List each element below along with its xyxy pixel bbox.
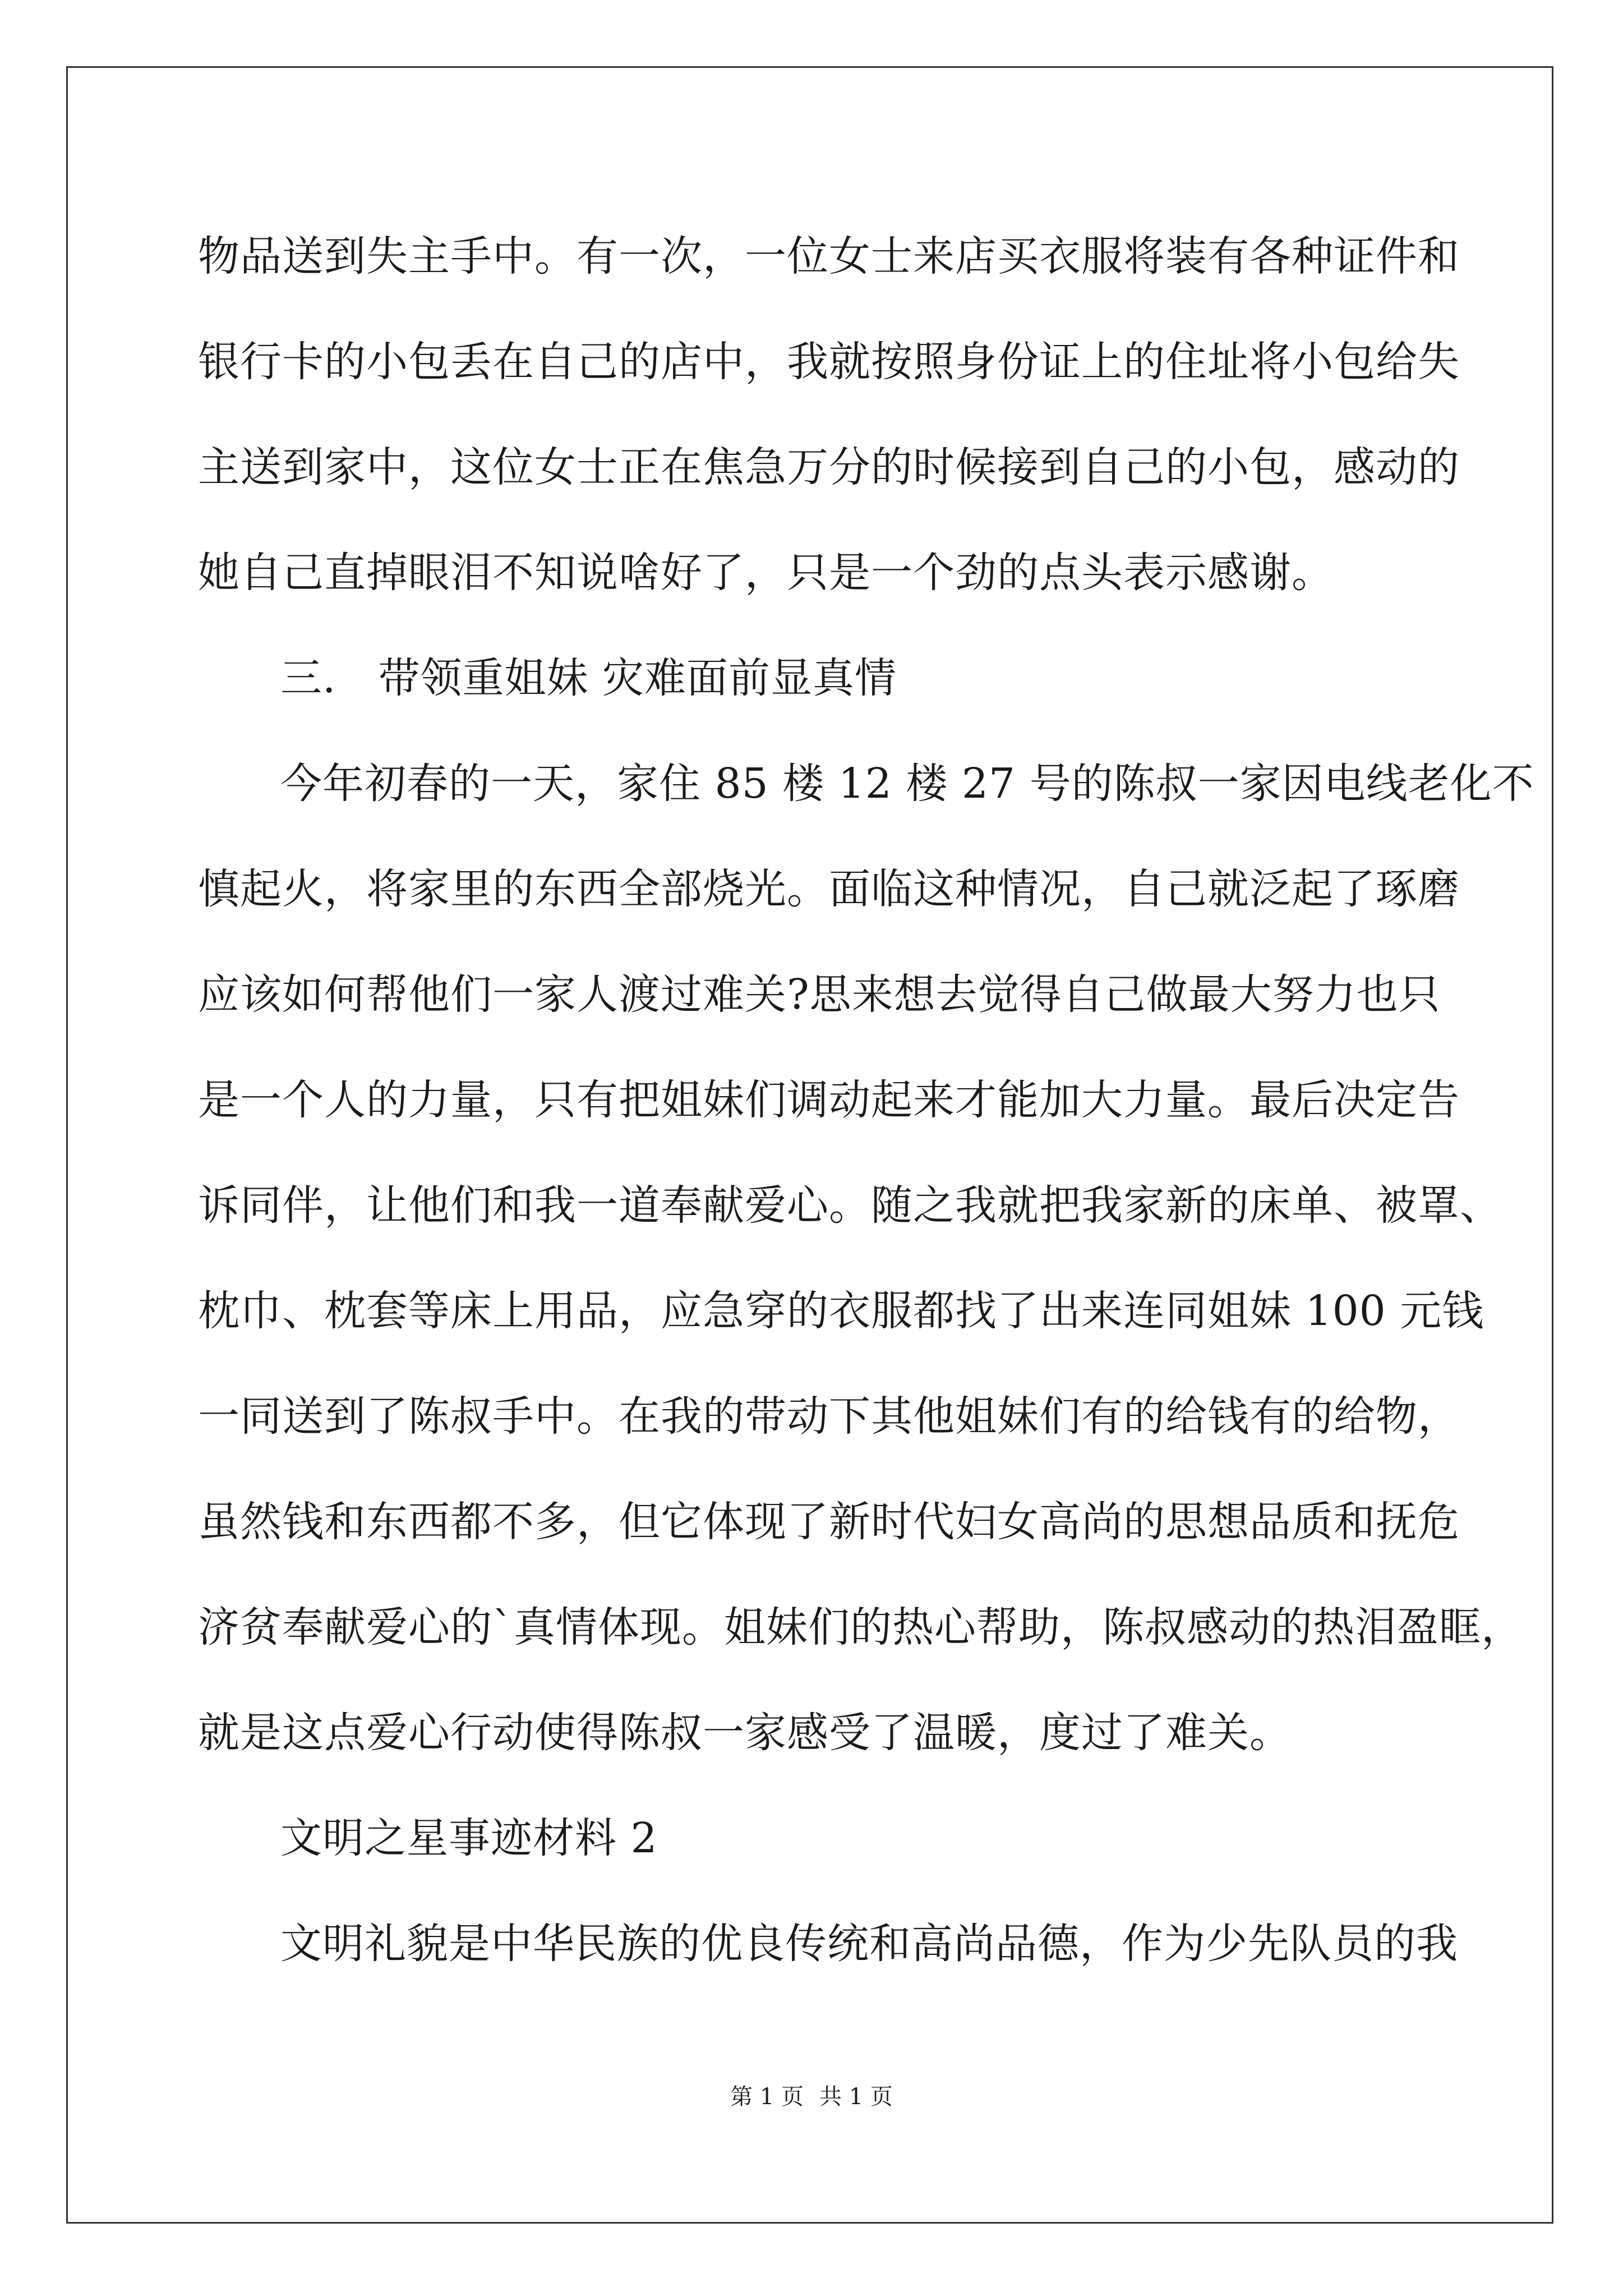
section-title: 文明之星事迹材料 2: [280, 1814, 658, 1862]
paragraph-line: 主送到家中，这位女士正在焦急万分的时候接到自己的小包，感动的: [198, 443, 1460, 491]
paragraph-line: 虽然钱和东西都不多，但它体现了新时代妇女高尚的思想品质和抚危: [198, 1498, 1460, 1546]
paragraph-line: 枕巾、枕套等床上用品，应急穿的衣服都找了出来连同姐妹 100 元钱: [198, 1287, 1484, 1335]
page-footer: [0, 2086, 1623, 2108]
paragraph-line: 今年初春的一天，家住 85 楼 12 楼 27 号的陈叔一家因电线老化不: [280, 760, 1534, 808]
paragraph-line: 慎起火，将家里的东西全部烧光。面临这种情况，自己就泛起了琢磨: [198, 865, 1460, 913]
paragraph-line: 一同送到了陈叔手中。在我的带动下其他姐妹们有的给钱有的给物，: [198, 1392, 1460, 1441]
paragraph-line: 银行卡的小包丢在自己的店中，我就按照身份证上的住址将小包给失: [198, 338, 1460, 386]
section-heading: 三. 带领重姐妹 灾难面前显真情: [280, 654, 897, 702]
paragraph-line: 应该如何帮他们一家人渡过难关?思来想去觉得自己做最大努力也只: [198, 970, 1441, 1019]
page-number: 第 1 页: [730, 2084, 804, 2110]
paragraph-line: 文明礼貌是中华民族的优良传统和高尚品德，作为少先队员的我: [280, 1920, 1458, 1968]
page-total: 共 1 页: [819, 2084, 893, 2110]
paragraph-line: 是一个人的力量，只有把姐妹们调动起来才能加大力量。最后决定告: [198, 1076, 1460, 1124]
paragraph-line: 她自己直掉眼泪不知说啥好了，只是一个劲的点头表示感谢。: [198, 549, 1334, 597]
paragraph-line: 诉同伴，让他们和我一道奉献爱心。随之我就把我家新的床单、被罩、: [198, 1181, 1502, 1230]
paragraph-line: 济贫奉献爱心的`真情体现。姐妹们的热心帮助，陈叔感动的热泪盈眶，: [198, 1603, 1523, 1651]
paragraph-line: 就是这点爱心行动使得陈叔一家感受了温暖，度过了难关。: [198, 1709, 1292, 1757]
page-border: [66, 66, 1553, 2224]
paragraph-line: 物品送到失主手中。有一次，一位女士来店买衣服将装有各种证件和: [198, 232, 1460, 280]
